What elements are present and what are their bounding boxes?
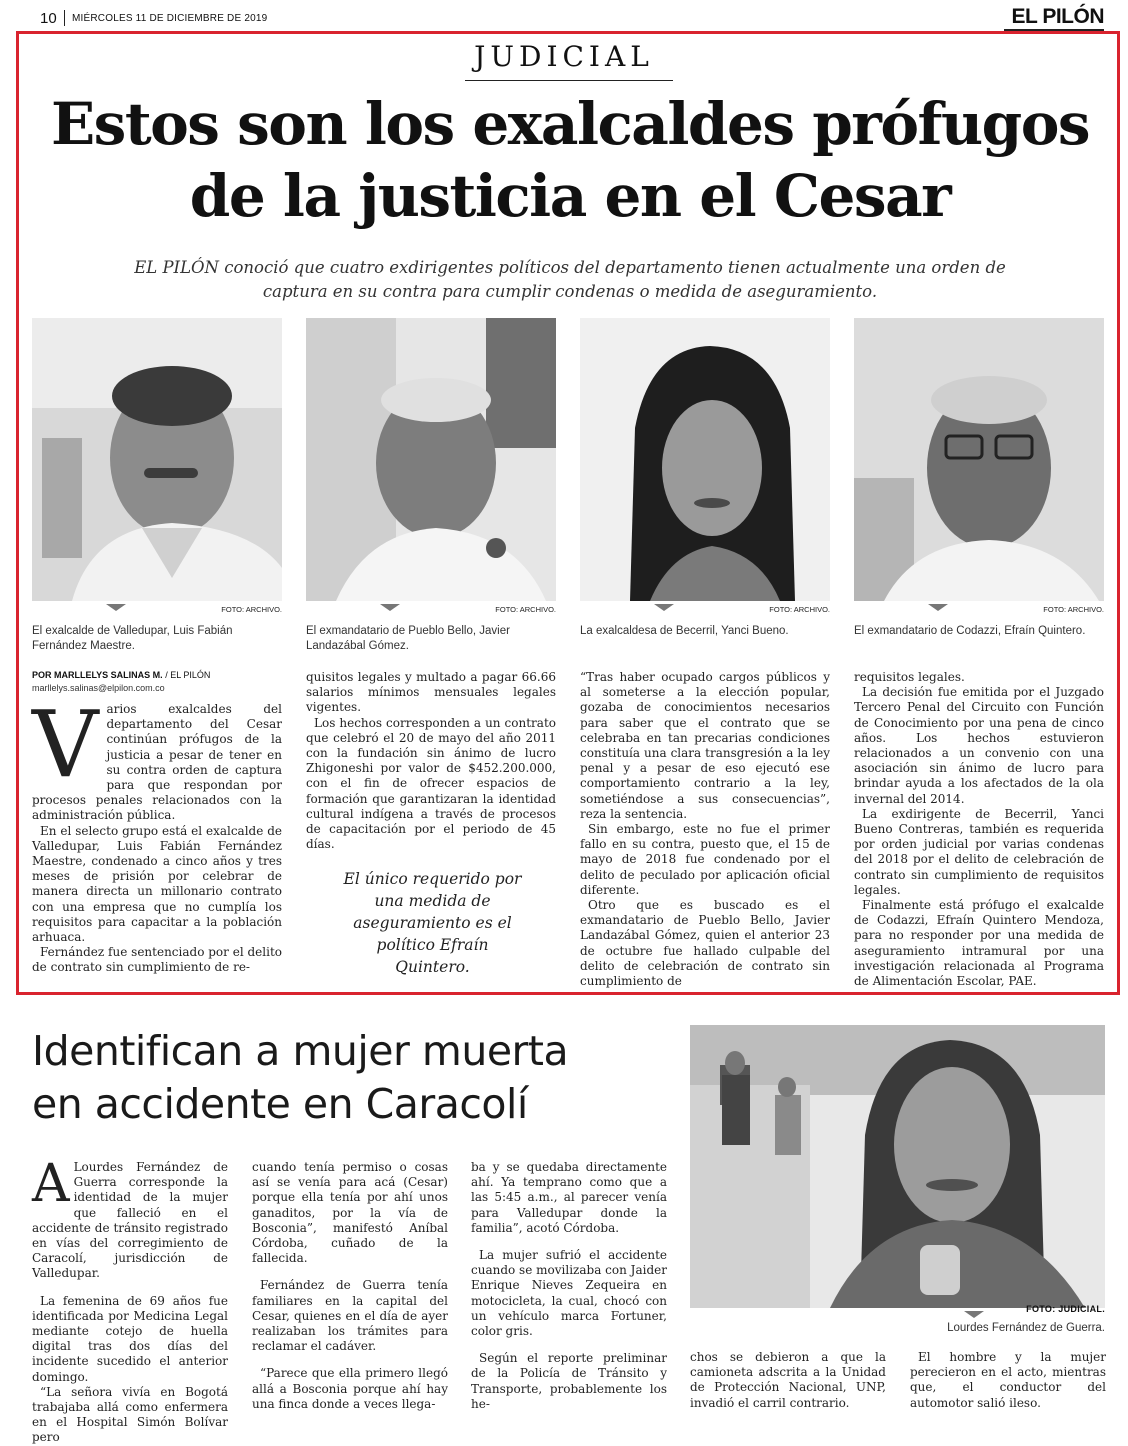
paragraph: La femenina de 69 años fue identificada por Medicina Legal mediante cotejo de huella digital tras dos días del incidente sucedido el anterior domingo. [32, 1293, 228, 1384]
article2-column-3 [471, 1160, 667, 1412]
pull-quote: El único requerido por una medida de aseguramiento es el político Efraín Quintero. [343, 870, 522, 976]
newspaper-brand: EL PILÓN [1011, 5, 1104, 28]
headline-line-2: de la justicia en el Cesar [189, 162, 951, 230]
article1-column-3 [580, 670, 830, 989]
paragraph: En el selecto grupo está el exalcalde de Valledupar, Luis Fabián Fernández Maestre, condenado a cinco años y tres meses de prisión por celebrar de manera directa un millonario contrato con una empresa que no cumplía los requisitos para capacitar a la población arhuaca. [32, 823, 282, 945]
photo-quintero [854, 318, 1104, 601]
photo-landazabal [306, 318, 556, 601]
photo-credit: FOTO: ARCHIVO. [495, 605, 556, 614]
byline-name: POR MARLLELYS SALINAS M. [32, 670, 163, 680]
portrait-man-1-image [32, 318, 282, 601]
paragraph: “La señora vivía en Bogotá trabajaba allá como enfermera en el Hospital Simón Bolívar pero [32, 1384, 228, 1445]
deck-line-2: captura en su contra para cumplir condenas o medida de aseguramiento. [262, 282, 878, 301]
photo-fernandez [32, 318, 282, 601]
portrait-woman-image [580, 318, 830, 601]
section-rule [465, 80, 673, 81]
article2-column-1 [32, 1154, 228, 1446]
paragraph: chos se debieron a que la camioneta adscrita a la Unidad de Protección Nacional, UNP, invadió el carril contrario. [690, 1350, 886, 1410]
article-headline [20, 88, 1120, 232]
portrait-man-3-image [854, 318, 1104, 601]
drop-cap: A [32, 1154, 70, 1214]
paragraph: Los hechos corresponden a un contrato que celebró el 20 de mayo del año 2011 con la fundación sin ánimo de lucro Zhigoneshi por valor de $452.200.000, con el fin de ofrecer espacios de formación que garantizaran la identidad cultural indígena a través de procesos de capacitación por el periodo de 45 días. [306, 715, 556, 852]
caption-pointer [964, 1311, 984, 1318]
article2-column-4 [690, 1350, 886, 1411]
paragraph: “Tras haber ocupado cargos públicos y al someterse a la elección popular, gozaba de conocimientos necesarios para saber que el contrato que se celebraba en tan precarias condiciones constituía una clara transgresión a la ley penal y a pesar de eso ejecutó ese comportamiento contrario a la ley, sometiéndose a sus consecuencias”, reza la sentencia. [580, 670, 830, 821]
paragraph: El hombre y la mujer perecieron en el acto, mientras que, el conductor del automotor salió ileso. [910, 1350, 1106, 1410]
byline-outlet: / EL PILÓN [162, 670, 211, 680]
drop-cap: V [32, 691, 99, 798]
paragraph: Según el reporte preliminar de la Policía de Tránsito y Transporte, probablemente los he- [471, 1351, 667, 1411]
portrait-woman-street-image [690, 1025, 1105, 1308]
paragraph: requisitos legales. [854, 670, 965, 684]
deck-line-1: EL PILÓN conoció que cuatro exdirigentes políticos del departamento tienen actualmente una orden de [134, 258, 1006, 277]
photo-credit: FOTO: ARCHIVO. [769, 605, 830, 614]
article2-column-5 [910, 1350, 1106, 1411]
photo-credit: FOTO: ARCHIVO. [1043, 605, 1104, 614]
photo-caption: El exmandatario de Pueblo Bello, Javier Landazábal Gómez. [306, 625, 510, 652]
paragraph: quisitos legales y multado a pagar 66.66 salarios mínimos mensuales legales vigentes. [306, 670, 556, 715]
paragraph: Lourdes Fernández de Guerra corresponde la identidad de la mujer que falleció en el accidente de tránsito registrado en vías del corregimiento de Caracolí, jurisdicción de Valledupar. [32, 1160, 228, 1281]
issue-date: MIÉRCOLES 11 DE DICIEMBRE DE 2019 [72, 13, 268, 24]
byline-email: marllelys.salinas@elpilon.com.co [32, 683, 165, 693]
paragraph: “Parece que ella primero llegó allá a Bosconia porque ahí hay una finca donde a veces llega- [252, 1366, 448, 1411]
paragraph: La exdirigente de Becerril, Yanci Bueno Contreras, también es requerida por orden judicial por varias condenas del 2018 por el delito de celebración de contrato sin cumplimiento de requisitos legales. [854, 806, 1104, 897]
photo-bueno [580, 318, 830, 601]
byline [32, 670, 210, 680]
paragraph: Otro que es buscado es el exmandatario de Pueblo Bello, Javier Landazábal Gómez, quien el anterior 23 de octubre fue hallado culpable del delito de celebración de contrato sin cumplimiento de [580, 898, 830, 989]
photo-caption: El exmandatario de Codazzi, Efraín Quintero. [854, 625, 1086, 637]
article1-column-1 [32, 691, 282, 976]
page-number: 10 [40, 10, 57, 27]
photo-lourdes [690, 1025, 1105, 1308]
paragraph: Sin embargo, este no fue el primer fallo en su contra, puesto que, el 15 de mayo de 2018 fue condenado por el delito de peculado por aplicación oficial diferente. [580, 822, 830, 897]
article2-column-2 [252, 1160, 448, 1412]
article2-headline [32, 1025, 692, 1131]
headline-line-1: Estos son los exalcaldes prófugos [50, 90, 1090, 158]
paragraph: Finalmente está prófugo el exalcalde de Codazzi, Efraín Quintero Mendoza, para no responder por una medida de aseguramiento intramural por una investigación relacionada al Programa de Alimentación Escolar, PAE. [854, 898, 1104, 989]
section-label: JUDICIAL [474, 40, 654, 73]
portrait-man-2-image [306, 318, 556, 601]
photo-caption: La exalcaldesa de Becerril, Yanci Bueno. [580, 625, 789, 637]
paragraph: ba y se quedaba directamente ahí. Ya temprano como que a las 5:45 a.m., al parecer venía para Valledupar donde la familia”, acotó Córdoba. [471, 1160, 667, 1235]
photo-credit: FOTO: JUDICIAL. [1026, 1304, 1105, 1314]
article1-column-2 [306, 670, 556, 852]
paragraph: cuando tenía permiso o cosas así se venía para acá (Cesar) porque ella tenía por ahí unos ganaditos, por la vía de Bosconia”, manifestó Aníbal Córdoba, cuñado de la fallecida. [252, 1160, 448, 1266]
header-divider [64, 10, 65, 26]
headline-line-2: en accidente en Caracolí [32, 1080, 528, 1128]
paragraph: La decisión fue emitida por el Juzgado Tercero Penal del Circuito con Función de Conocimiento por una pena de cinco años. Los hechos estuvieron relacionados a un convenio con una asociación sin ánimo de lucro para brindar ayuda a los afectados de la ola invernal del 2014. [854, 685, 1104, 806]
article1-column-4 [854, 670, 1104, 989]
photo-credit: FOTO: ARCHIVO. [221, 605, 282, 614]
paragraph: arios exalcaldes del departamento del Cesar continúan prófugos de la justicia a pesar de tener en su contra orden de captura para que respondan por procesos penales relacionados con la administración pública. [32, 702, 282, 823]
headline-line-1: Identifican a mujer muerta [32, 1027, 569, 1075]
paragraph: Fernández de Guerra tenía familiares en la capital del Cesar, quienes en el día de ayer realizaban los trámites para reclamar el cadáver. [252, 1278, 448, 1354]
article-deck [40, 256, 1100, 304]
paragraph: Fernández fue sentenciado por el delito de contrato sin cumplimiento de re- [32, 945, 282, 975]
photo-caption: Lourdes Fernández de Guerra. [947, 1322, 1105, 1334]
paragraph: La mujer sufrió el accidente cuando se movilizaba con Jaider Enrique Nieves Zequeira en motocicleta, la cual, chocó con un vehículo marca Fortuner, color gris. [471, 1248, 667, 1339]
photo-caption: El exalcalde de Valledupar, Luis Fabián Fernández Maestre. [32, 625, 233, 652]
